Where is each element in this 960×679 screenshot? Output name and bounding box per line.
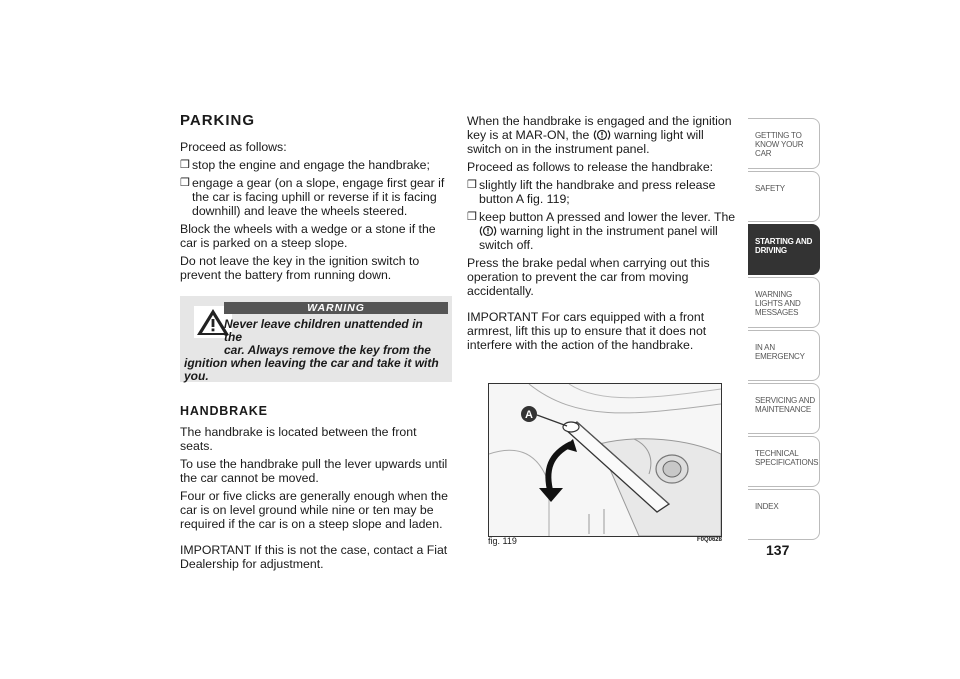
handbrake-para-1: The handbrake is located between the front seats. [180,425,417,453]
tab-starting-and-driving[interactable]: STARTING AND DRIVING [748,224,820,275]
handbrake-para-3: Four or five clicks are generally enough when the car is on level ground while nine or ten may be required if the car is on a steep slope and laden. [180,489,448,531]
checkbox-bullet-icon: ❒ [180,177,190,189]
list-item: ❒ keep button A pressed and lower the lever. The warning light in the instrument panel will switch off. [467,210,736,252]
tab-warning-lights-and-messages[interactable]: WARNING LIGHTS AND MESSAGES [748,277,820,328]
page-number: 137 [766,542,790,558]
handbrake-figure [488,383,722,537]
right-para-3: Press the brake pedal when carrying out this operation to prevent the car from moving accidentally. [467,256,710,298]
list-item: ❒ slightly lift the handbrake and press release button A fig. 119; [467,178,716,206]
handbrake-para-2: To use the handbrake pull the lever upwards until the car cannot be moved. [180,457,448,485]
right-para-2: Proceed as follows to release the handbrake: [467,160,714,174]
tab-in-an-emergency[interactable]: IN AN EMERGENCY [748,330,820,381]
parking-intro: Proceed as follows: [180,140,287,154]
tab-getting-to-know-your-car[interactable]: GETTING TO KNOW YOUR CAR [748,118,820,169]
tab-safety[interactable]: SAFETY [748,171,820,222]
handbrake-para-4: IMPORTANT If this is not the case, contact a Fiat Dealership for adjustment. [180,543,448,571]
checkbox-bullet-icon: ❒ [467,179,477,191]
right-para-4: IMPORTANT For cars equipped with a front armrest, lift this up to ensure that it does not interfere with the action of the handbrake. [467,310,707,352]
tab-technical-specifications[interactable]: TECHNICAL SPECIFICATIONS [748,436,820,487]
handbrake-illustration [489,384,721,536]
figure-label-a: A [525,409,533,421]
parking-title: PARKING [180,112,256,129]
checkbox-bullet-icon: ❒ [467,211,477,223]
list-item: ❒ engage a gear (on a slope, engage first gear if the car is facing uphill or reverse if it is facing downhill) and leave the wheels steered. [180,176,445,218]
parking-para-1: Block the wheels with a wedge or a stone if the car is parked on a steep slope. [180,222,436,250]
tab-index[interactable]: INDEX [748,489,820,540]
figure-code: F0Q0628 [696,537,722,543]
right-column [467,114,739,356]
checkbox-bullet-icon: ❒ [180,159,190,171]
warning-text: Never leave children unattended in the car. Always remove the key from the ignition when leaving the car and take it with you. [184,317,439,383]
left-column [180,112,452,575]
tab-servicing-and-maintenance[interactable]: SERVICING AND MAINTENANCE [748,383,820,434]
right-para-1: When the handbrake is engaged and the ignition key is at MAR-ON, the warning light will switch on in the instrument panel. [467,114,732,156]
warning-box [180,296,452,382]
parking-para-2: Do not leave the key in the ignition switch to prevent the battery from running down. [180,254,420,282]
brake-warning-light-icon [593,129,611,141]
handbrake-title: HANDBRAKE [180,404,268,418]
brake-warning-light-icon [479,225,497,237]
list-item: ❒ stop the engine and engage the handbrake; [180,158,430,172]
figure-caption: fig. 119 F0Q0628 [488,536,722,546]
warning-label: WARNING [224,302,448,314]
